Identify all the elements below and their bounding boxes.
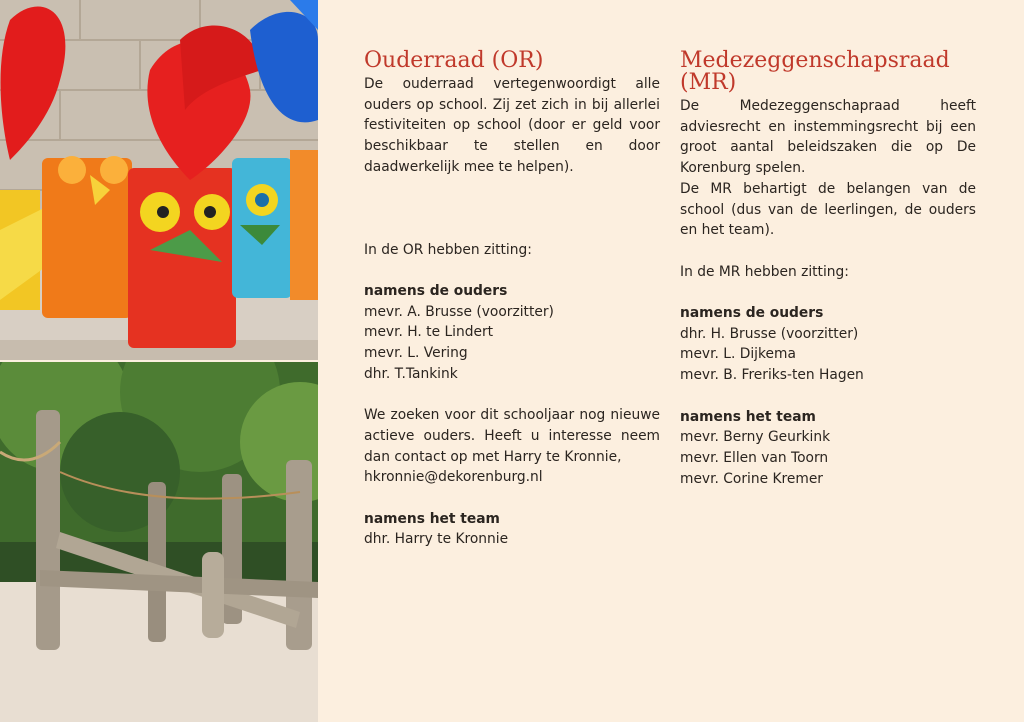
ouderraad-intro: De ouderraad vertegenwoordigt alle ouders op school. Zij zet zich in bij allerlei festiviteiten op school (door er geld voor beschikbaar te stellen en door daadwerkelijk mee te helpen). bbox=[364, 76, 660, 175]
or-parent-member: mevr. L. Vering bbox=[364, 345, 468, 362]
craft-birds-illustration bbox=[0, 0, 318, 360]
or-team-member: dhr. Harry te Kronnie bbox=[364, 531, 509, 548]
or-parent-member: dhr. T.Tankink bbox=[364, 365, 458, 382]
ouderraad-heading: Ouderraad (OR) bbox=[364, 48, 544, 73]
mr-parent-member: dhr. H. Brusse (voorzitter) bbox=[680, 325, 859, 342]
playground-illustration bbox=[0, 362, 318, 722]
or-parent-member: mevr. H. te Lindert bbox=[364, 324, 494, 341]
or-call-text: We zoeken voor dit schooljaar nog nieuwe actieve ouders. Heeft u interesse neem dan contact op met Harry te Kronnie, bbox=[364, 407, 660, 465]
or-team-title: namens het team bbox=[364, 510, 500, 527]
or-email-link[interactable]: hkronnie@dekorenburg.nl bbox=[364, 469, 543, 486]
mr-intro-2: De MR behartigt de belangen van de school (dus van de leerlingen, de ouders en het team). bbox=[680, 180, 976, 239]
ouderraad-column bbox=[364, 46, 660, 550]
mr-team-member: mevr. Berny Geurkink bbox=[680, 429, 831, 446]
mr-team-title: namens het team bbox=[680, 408, 816, 425]
mr-intro-1: De Medezeggenschapraad heeft adviesrecht en instemmingsrecht bij een groot aantal beleidszaken die op De Korenburg spelen. bbox=[680, 98, 976, 177]
medezeggenschapsraad-column bbox=[680, 46, 976, 489]
mr-parent-member: mevr. B. Freriks-ten Hagen bbox=[680, 367, 864, 384]
or-seats-text: In de OR hebben zitting: bbox=[364, 241, 532, 258]
mr-parents-title: namens de ouders bbox=[680, 305, 824, 321]
mr-team-member: mevr. Ellen van Toorn bbox=[680, 449, 829, 466]
mr-seats-text: In de MR hebben zitting: bbox=[680, 263, 849, 280]
mr-heading: Medezeggenschapsraad (MR) bbox=[680, 48, 950, 95]
mr-team-member: mevr. Corine Kremer bbox=[680, 470, 823, 487]
playground-photo bbox=[0, 362, 318, 722]
or-parent-member: mevr. A. Brusse (voorzitter) bbox=[364, 303, 554, 320]
craft-birds-photo bbox=[0, 0, 318, 360]
photo-column bbox=[0, 0, 318, 722]
mr-parent-member: mevr. L. Dijkema bbox=[680, 346, 796, 363]
or-parents-title: namens de ouders bbox=[364, 282, 508, 299]
